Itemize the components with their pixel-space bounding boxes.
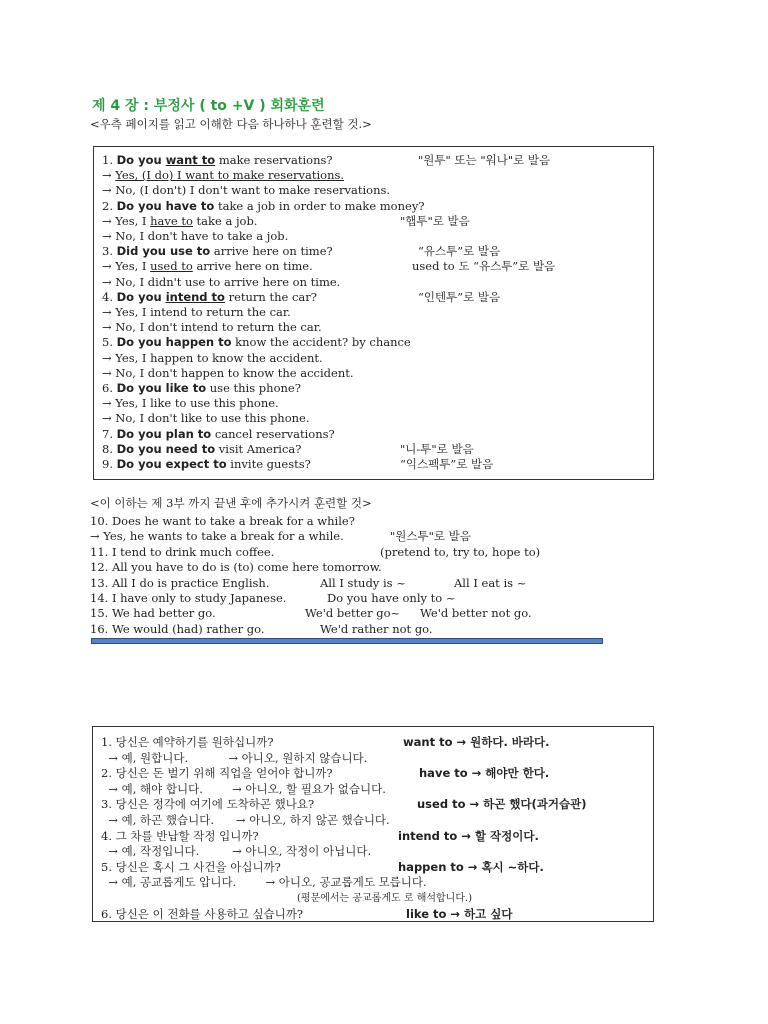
line-prefix: →: [102, 213, 116, 228]
additional-drill-line: 11. I tend to drink much coffee.: [90, 544, 275, 559]
additional-drill-variant: "원스투"로 발음: [390, 529, 471, 544]
translation-line: → 예, 원합니다. → 아니오, 원하지 않습니다.: [101, 750, 368, 765]
line-prefix: 5.: [102, 335, 117, 350]
section-divider-bar: [91, 638, 603, 644]
additional-drill-variant: We'd better go~: [305, 606, 401, 621]
line-prefix: →: [102, 259, 116, 274]
line-text: make reservations?: [215, 153, 333, 167]
translation-line: → 예, 작정입니다. → 아니오, 작정이 아닙니다.: [101, 844, 372, 859]
additional-drill-line: 16. We would (had) rather go.: [90, 621, 265, 636]
pronunciation-note: "원투" 또는 "워나"로 발음: [418, 153, 551, 167]
line-text: No, I don't happen to know the accident.: [115, 365, 354, 380]
drill-question-verb: Do you like to: [116, 381, 207, 395]
translation-line: → 예, 공교롭게도 압니다. → 아니오, 공교롭게도 모릅니다.: [101, 875, 427, 890]
meaning-note: used to → 하곤 했다(과거습관): [417, 797, 587, 812]
additional-drill-line: → Yes, he wants to take a break for a while.: [90, 529, 344, 544]
line-text: Yes, I happen to know the accident.: [115, 350, 323, 365]
line-text: know the accident? by chance: [231, 335, 411, 350]
additional-drill-line: 10. Does he want to take a break for a while?: [90, 514, 355, 528]
drill-line: [102, 396, 279, 411]
line-text: take a job.: [192, 213, 258, 228]
line-text: Yes, I like to use this phone.: [115, 396, 279, 411]
additional-drill-line: 14. I have only to study Japanese.: [90, 591, 287, 605]
translation-footnote: (평문에서는 공교롭게도 로 해석합니다.): [297, 893, 473, 904]
line-prefix: →: [102, 168, 116, 183]
translation-line: → 예, 해야 합니다. → 아니오, 할 필요가 없습니다.: [101, 781, 386, 796]
drill-line: [102, 199, 424, 214]
line-text: cancel reservations?: [211, 426, 335, 441]
line-text: Yes, I: [115, 259, 151, 274]
line-text: No, I don't like to use this phone.: [115, 411, 310, 426]
additional-drills-heading: <이 이하는 제 3부 까지 끝낸 후에 추가시켜 훈련할 것>: [90, 496, 372, 510]
underlined-phrase: want to: [165, 153, 216, 167]
meaning-note: want to → 원하다. 바라다.: [403, 735, 550, 749]
drill-question-verb: Do you have to: [116, 198, 215, 213]
translation-line: 4. 그 차를 반납할 작정 입니까?: [101, 828, 259, 843]
line-text: No, I didn't use to arrive here on time.: [115, 274, 341, 289]
additional-drill-variant: Do you have only to ~: [327, 591, 456, 605]
additional-drill-variant: We'd rather not go.: [320, 621, 433, 636]
line-prefix: 7.: [102, 426, 117, 441]
line-text: return the car?: [224, 289, 317, 304]
additional-drill-line: 15. We had better go.: [90, 606, 216, 621]
additional-drill-line: 12. All you have to do is (to) come here tomorrow.: [90, 560, 382, 575]
additional-drill-variant: All I eat is ~: [454, 575, 527, 590]
drill-line: [102, 335, 411, 350]
line-prefix: →: [102, 396, 116, 411]
underlined-phrase: used to: [150, 259, 193, 274]
english-drill-box: [93, 146, 654, 480]
drill-line: [102, 381, 301, 396]
translation-line: 1. 당신은 예약하기를 원하십니까?: [101, 735, 274, 749]
drill-line: [102, 320, 322, 335]
line-prefix: →: [102, 350, 116, 365]
pronunciation-note: “인텐투”로 발음: [418, 289, 501, 304]
drill-line: [102, 305, 291, 320]
line-prefix: →: [102, 229, 116, 243]
pronunciation-note: "햅투"로 발음: [400, 213, 470, 228]
drill-line: [102, 457, 311, 472]
line-text: Yes, I: [115, 213, 151, 228]
drill-question-verb: Do you expect to: [116, 457, 227, 471]
meaning-note: happen to → 혹시 ~하다.: [398, 859, 544, 874]
meaning-note: intend to → 할 작정이다.: [398, 828, 539, 843]
line-text: take a job in order to make money?: [214, 198, 425, 213]
line-prefix: →: [102, 305, 116, 319]
line-text: arrive here on time?: [210, 244, 333, 259]
drill-question-verb: Do you: [116, 153, 166, 167]
line-prefix: →: [102, 183, 116, 198]
drill-question-verb: Did you use to: [116, 244, 211, 259]
drill-line: [102, 427, 335, 442]
drill-line: [102, 168, 344, 183]
pronunciation-note: used to 도 “유스투”로 발음: [412, 259, 556, 274]
drill-line: [102, 366, 354, 381]
drill-line: [102, 214, 257, 229]
drill-line: [102, 290, 317, 305]
additional-drill-variant: We'd better not go.: [420, 606, 532, 621]
line-text: visit America?: [215, 441, 302, 456]
pronunciation-note: “유스투”로 발음: [418, 244, 501, 259]
drill-question-verb: Do you need to: [116, 441, 216, 456]
additional-drill-variant: All I study is ~: [320, 575, 406, 590]
line-prefix: →: [102, 365, 116, 380]
line-text: use this phone?: [206, 381, 301, 395]
line-prefix: →: [102, 411, 116, 426]
additional-drill-variant: (pretend to, try to, hope to): [380, 544, 541, 559]
chapter-title: 제 4 장 : 부정사 ( to +V ) 회화훈련: [92, 98, 325, 114]
line-prefix: →: [102, 320, 116, 335]
korean-translation-box: [92, 726, 654, 922]
underlined-phrase: Yes, (I do) I want to make reservations.: [115, 168, 345, 183]
chapter-subtitle: <우측 페이지를 읽고 이해한 다음 하나하나 훈련할 것.>: [90, 117, 372, 131]
meaning-note: like to → 하고 싶다: [406, 906, 513, 921]
line-text: arrive here on time.: [192, 259, 313, 274]
line-prefix: →: [102, 274, 116, 289]
line-prefix: 4.: [102, 289, 117, 304]
drill-question-verb: Do you: [116, 289, 166, 304]
line-prefix: 9.: [102, 457, 117, 471]
pronunciation-note: “익스펙투”로 발음: [400, 457, 494, 471]
line-prefix: 2.: [102, 198, 117, 213]
pronunciation-note: "니-투"로 발음: [400, 441, 474, 456]
drill-line: [102, 442, 301, 457]
line-text: No, (I don't) I don't want to make reservations.: [115, 183, 391, 198]
line-text: No, I don't intend to return the car.: [115, 320, 322, 335]
drill-question-verb: Do you plan to: [116, 426, 212, 441]
underlined-phrase: have to: [150, 213, 193, 228]
drill-line: [102, 259, 313, 274]
underlined-phrase: intend to: [165, 289, 225, 304]
translation-line: 6. 당신은 이 전화를 사용하고 싶습니까?: [101, 906, 304, 921]
translation-line: 3. 당신은 정각에 여기에 도착하곤 했나요?: [101, 797, 315, 812]
translation-line: → 예, 하곤 했습니다. → 아니오, 하지 않곤 했습니다.: [101, 813, 390, 827]
line-prefix: 1.: [102, 153, 117, 167]
drill-line: [102, 244, 333, 259]
line-prefix: 6.: [102, 381, 117, 395]
line-text: No, I don't have to take a job.: [115, 229, 289, 243]
line-prefix: 8.: [102, 441, 117, 456]
drill-line: [102, 183, 390, 198]
line-text: invite guests?: [226, 457, 311, 471]
drill-line: [102, 153, 333, 168]
additional-drill-line: 13. All I do is practice English.: [90, 575, 270, 590]
line-prefix: 3.: [102, 244, 117, 259]
drill-question-verb: Do you happen to: [116, 335, 232, 350]
drill-line: [102, 229, 288, 244]
drill-line: [102, 411, 310, 426]
translation-line: 5. 당신은 혹시 그 사건을 아십니까?: [101, 859, 281, 874]
drill-line: [102, 275, 340, 290]
drill-line: [102, 351, 323, 366]
line-text: Yes, I intend to return the car.: [115, 305, 291, 319]
translation-line: 2. 당신은 돈 벌기 위해 직업을 얻어야 합니까?: [101, 766, 333, 781]
meaning-note: have to → 해야만 한다.: [419, 766, 550, 781]
